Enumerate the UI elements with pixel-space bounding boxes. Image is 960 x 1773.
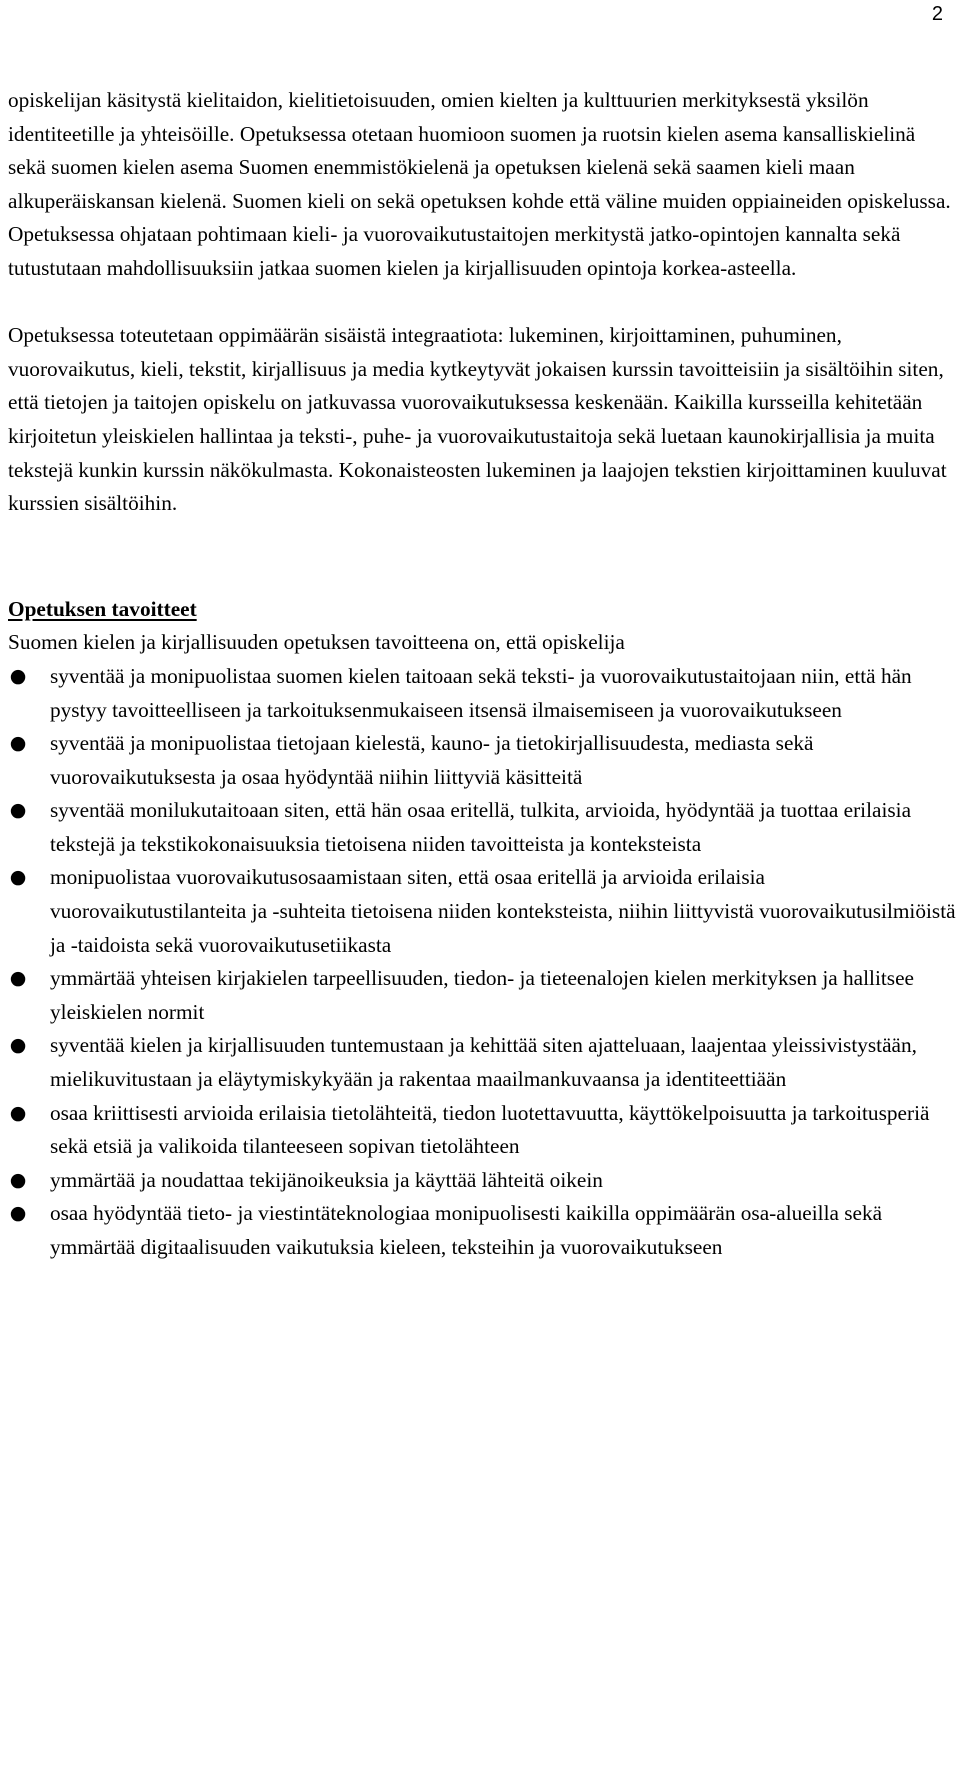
bullet-icon: ●: [9, 866, 27, 889]
bullet-icon: ●: [9, 1101, 27, 1124]
goal-list-item: [8, 1097, 956, 1164]
goal-list-item: [8, 1164, 956, 1198]
goals-list: [8, 660, 956, 1265]
section-intro: Suomen kielen ja kirjallisuuden opetuksen tavoitteena on, että opiskelija: [8, 630, 625, 655]
bullet-icon: ●: [9, 1202, 27, 1225]
section-heading: Opetuksen tavoitteet: [8, 596, 197, 621]
bullet-icon: ●: [9, 664, 27, 687]
goal-text: monipuolistaa vuorovaikutusosaamistaan siten, että osaa eritellä ja arvioida erilaisia vuorovaikutustilanteita ja -suhteita tietoisena niiden konteksteista, niihin liittyvistä vuorovaikutusilmiöistä ja -taidoista sekä vuorovaikutusetiikasta: [50, 865, 956, 957]
goal-text: syventää ja monipuolistaa tietojaan kielestä, kauno- ja tietokirjallisuudesta, mediasta sekä vuorovaikutuksesta ja osaa hyödyntää niihin liittyviä käsitteitä: [50, 731, 814, 789]
bullet-icon: ●: [9, 967, 27, 990]
goal-text: ymmärtää yhteisen kirjakielen tarpeellisuuden, tiedon- ja tieteenalojen kielen merkityksen ja hallitsee yleiskielen normit: [50, 966, 914, 1024]
goal-text: syventää ja monipuolistaa suomen kielen taitoaan sekä teksti- ja vuorovaikutustaitojaan niin, että hän pystyy tavoitteelliseen ja tarkoituksenmukaiseen itsensä ilmaisemiseen ja vuorovaikutukseen: [50, 663, 912, 722]
goal-list-item: [8, 660, 956, 727]
goal-list-item: [8, 962, 956, 1029]
bullet-icon: ●: [9, 1034, 27, 1057]
body-paragraph: opiskelijan käsitystä kielitaidon, kielitietoisuuden, omien kielten ja kulttuurien merkityksestä yksilön identiteetille ja yhteisöille. Opetuksessa otetaan huomioon suomen ja ruotsin kielen asema kansalliskielinä sekä suomen kielen asema Suomen enemmistökielenä ja opetuksen kielenä sekä saamen kieli maan alkuperäiskansan kielenä. Suomen kieli on sekä opetuksen kohde että väline muiden oppiaineiden opiskelussa. Opetuksessa ohjataan pohtimaan kieli- ja vuorovaikutustaitojen merkitystä jatko-opintojen kannalta sekä tutustutaan mahdollisuuksiin jatkaa suomen kielen ja kirjallisuuden opintoja korkea-asteella.: [8, 88, 951, 280]
goal-text: osaa kriittisesti arvioida erilaisia tietolähteitä, tiedon luotettavuutta, käyttökelpoisuutta ja tarkoitusperiä sekä etsiä ja valikoida tilanteeseen sopivan tietolähteen: [50, 1100, 930, 1159]
document-body: [8, 84, 956, 1265]
goal-text: osaa hyödyntää tieto- ja viestintäteknologiaa monipuolisesti kaikilla oppimäärän osa-alueilla sekä ymmärtää digitaalisuuden vaikutuksia kieleen, teksteihin ja vuorovaikutukseen: [50, 1201, 883, 1259]
bullet-icon: ●: [9, 799, 27, 822]
bullet-icon: ●: [9, 1168, 27, 1191]
goal-list-item: [8, 861, 956, 962]
goal-text: ymmärtää ja noudattaa tekijänoikeuksia ja käyttää lähteitä oikein: [50, 1167, 603, 1192]
bullet-icon: ●: [9, 732, 27, 755]
goal-list-item: [8, 1029, 956, 1096]
goal-list-item: [8, 1197, 956, 1264]
goal-text: syventää kielen ja kirjallisuuden tuntemustaan ja kehittää siten ajatteluaan, laajentaa yleissivistystään, mielikuvitustaan ja eläytymiskykyään ja rakentaa maailmankuvaansa ja identiteettiään: [50, 1033, 917, 1092]
body-paragraph: Opetuksessa toteutetaan oppimäärän sisäistä integraatiota: lukeminen, kirjoittaminen, puhuminen, vuorovaikutus, kieli, tekstit, kirjallisuus ja media kytkeytyvät jokaisen kurssin tavoitteisiin ja sisältöihin siten, että tietojen ja taitojen opiskelu on jatkuvassa vuorovaikutuksessa keskenään. Kaikilla kursseilla kehitetään kirjoitetun yleiskielen hallintaa ja teksti-, puhe- ja vuorovaikutustaitoja sekä luetaan kaunokirjallisia ja muita tekstejä kunkin kurssin näkökulmasta. Kokonaisteosten lukeminen ja laajojen tekstien kirjoittaminen kuuluvat kurssien sisältöihin.: [8, 323, 947, 516]
goal-text: syventää monilukutaitoaan siten, että hän osaa eritellä, tulkita, arvioida, hyödyntää ja tuottaa erilaisia tekstejä ja tekstikokonaisuuksia tietoisena niiden tavoitteista ja konteksteista: [50, 798, 912, 856]
page-number: 2: [931, 3, 943, 25]
goal-list-item: [8, 794, 956, 861]
goal-list-item: [8, 727, 956, 794]
